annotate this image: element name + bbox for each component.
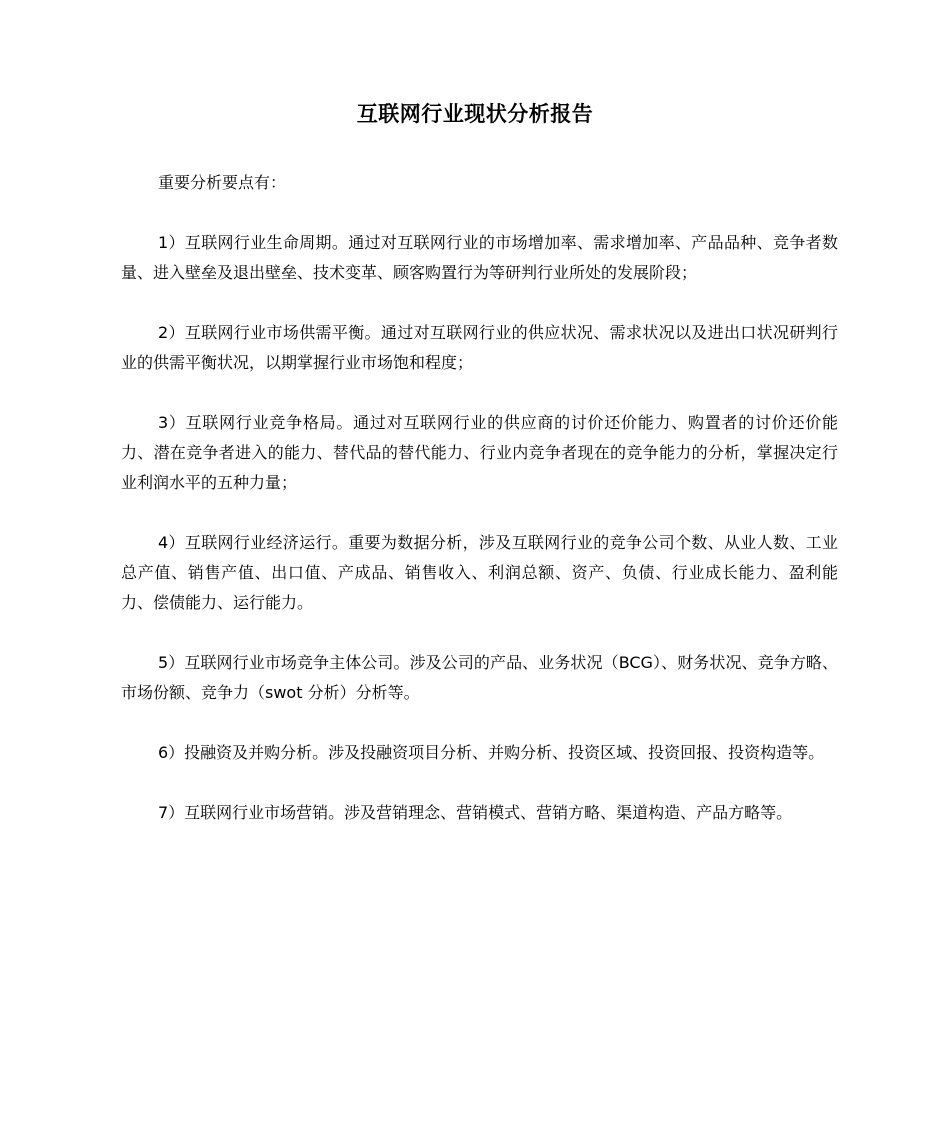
section-competition: 3）互联网行业竞争格局。通过对互联网行业的供应商的讨价还价能力、购置者的讨价还价能力、潜在竞争者进入的能力、替代品的替代能力、行业内竞争者现在的竞争能力的分析，掌握决定行业利润水平的五种力量； (121, 413, 838, 492)
document-body (121, 168, 838, 858)
document-title: 互联网行业现状分析报告 (356, 102, 594, 126)
intro-paragraph: 重要分析要点有： (158, 173, 287, 192)
section-supply-demand: 2）互联网行业市场供需平衡。通过对互联网行业的供应状况、需求状况以及进出口状况研判行业的供需平衡状况，以期掌握行业市场饱和程度； (121, 323, 838, 372)
section-economic-operation: 4）互联网行业经济运行。重要为数据分析，涉及互联网行业的竞争公司个数、从业人数、工业总产值、销售产值、出口值、产成品、销售收入、利润总额、资产、负债、行业成长能力、盈利能力、偿债能力、运行能力。 (121, 533, 838, 612)
section-lifecycle: 1）互联网行业生命周期。通过对互联网行业的市场增加率、需求增加率、产品品种、竞争者数量、进入壁垒及退出壁垒、技术变革、顾客购置行为等研判行业所处的发展阶段； (121, 233, 838, 282)
section-market-players: 5）互联网行业市场竞争主体公司。涉及公司的产品、业务状况（BCG）、财务状况、竞争方略、市场份额、竞争力（swot 分析）分析等。 (121, 653, 838, 702)
section-investment: 6）投融资及并购分析。涉及投融资项目分析、并购分析、投资区域、投资回报、投资构造等。 (158, 743, 825, 762)
section-marketing: 7）互联网行业市场营销。涉及营销理念、营销模式、营销方略、渠道构造、产品方略等。 (158, 803, 793, 822)
